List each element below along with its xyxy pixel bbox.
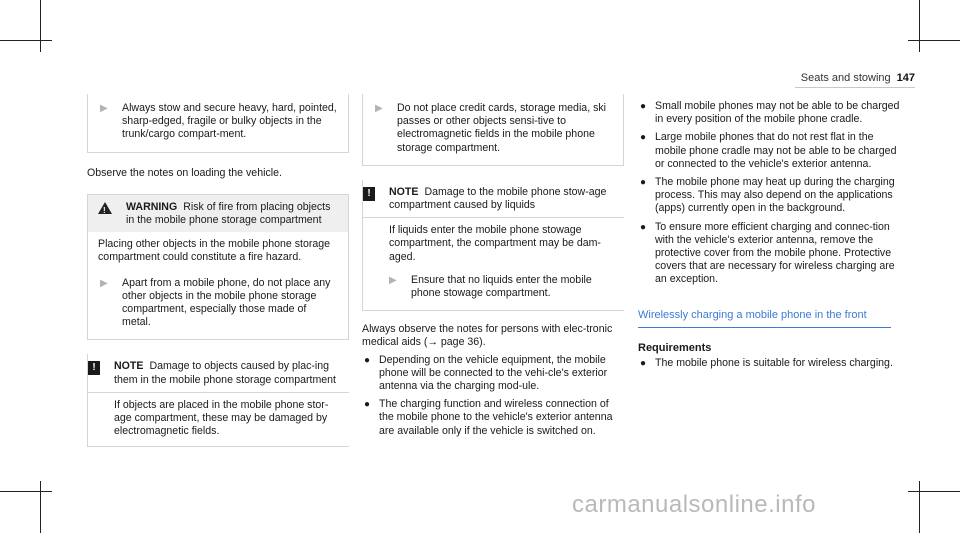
- warning-body: [88, 232, 348, 272]
- list-item: ● To ensure more efficient charging and connec-tion with the vehicle's exterior antenna, remove the protective cover from the mobile phone. Protective covers that are necessary for wireless charging are an exception.: [640, 220, 895, 286]
- bullet-icon: ●: [640, 101, 647, 112]
- bullet-icon: ●: [364, 354, 371, 366]
- requirements-heading: Requirements: [638, 341, 712, 354]
- warning-title: Risk of fire from placing objects in the mobile phone storage compartment: [126, 200, 331, 227]
- note-header: [363, 180, 624, 217]
- note-body: [88, 392, 349, 447]
- page-header: [801, 72, 915, 85]
- list-item: ● Depending on the vehicle equipment, the mobile phone will be connected to the vehi-cle's exterior antenna via the charging mod-ule.: [364, 353, 608, 393]
- crop-mark: [0, 40, 52, 41]
- warning-box: [87, 194, 349, 341]
- arrow-item: [88, 94, 348, 152]
- list-item: ● Large mobile phones that do not rest flat in the mobile phone cradle may not be able to be charged or connected to the vehicle's exterior antenna.: [640, 131, 897, 170]
- arrow-icon: ▶: [375, 103, 383, 114]
- note-title: Damage to the mobile phone stow-age compartment caused by liquids: [389, 185, 607, 212]
- arrow-icon: ▶: [389, 274, 397, 286]
- warning-icon: !: [98, 201, 126, 227]
- column-3: [638, 100, 900, 375]
- bullet-icon: ●: [640, 132, 647, 144]
- bullet-list: [362, 354, 624, 438]
- note-box: [362, 180, 624, 311]
- arrow-item: [363, 94, 623, 165]
- note-body: [363, 217, 624, 272]
- list-item: ● Small mobile phones may not be able to be charged in every position of the mobile phone cradle.: [640, 100, 900, 126]
- observe-text: Always observe the notes for persons with elec-tronic medical aids (→ page 36).: [362, 323, 613, 349]
- bullet-icon: ●: [364, 399, 371, 411]
- bullet-icon: ●: [640, 358, 647, 370]
- bullet-icon: ●: [640, 221, 647, 233]
- header-rule: [795, 87, 915, 88]
- note-header: [88, 354, 349, 391]
- column-1: [87, 94, 349, 447]
- section-title: Seats and stowing: [800, 72, 891, 84]
- crop-mark: [919, 0, 920, 52]
- observe-text: Observe the notes on loading the vehicle.: [87, 166, 282, 179]
- column-2: [362, 94, 624, 443]
- warning-text: Placing other objects in the mobile phone storage compartment could constitute a fire hazard.: [98, 238, 331, 264]
- crop-mark: [40, 481, 41, 533]
- crop-mark: [40, 0, 41, 52]
- requirements-list: [638, 357, 900, 370]
- crop-mark: [919, 481, 920, 533]
- bullet-list: [638, 100, 900, 287]
- arrow-text: Apart from a mobile phone, do not place any other objects in the mobile phone storage compartment, especially those made of metal.: [122, 276, 331, 329]
- note-text: If liquids enter the mobile phone stowage compartment, the compartment may be dam-aged.: [389, 224, 601, 263]
- arrow-text: Do not place credit cards, storage media, ski passes or other objects sensi-tive to electromagnetic fields in the mobile phone storage compartment.: [397, 102, 607, 154]
- warning-label: WARNING: [126, 200, 178, 213]
- crop-mark: [908, 491, 960, 492]
- note-icon: !: [363, 187, 375, 201]
- note-icon: !: [88, 361, 100, 375]
- arrow-instruction-box: [87, 94, 349, 153]
- arrow-text: Always stow and secure heavy, hard, pointed, sharp-edged, fragile or bulky objects in the trunk/cargo compart-ment.: [122, 102, 337, 141]
- arrow-icon: ▶: [100, 277, 108, 289]
- bullet-icon: ●: [640, 177, 647, 189]
- crop-mark: [0, 491, 52, 492]
- list-item: ● The mobile phone may heat up during the charging process. This may also depend on the applications (apps) currently open in the background.: [640, 176, 895, 215]
- list-item: ● The mobile phone is suitable for wireless charging.: [640, 357, 893, 370]
- arrow-text: Ensure that no liquids enter the mobile phone stowage compartment.: [411, 273, 592, 300]
- arrow-item: [363, 272, 624, 310]
- note-box: [87, 354, 349, 447]
- note-text: If objects are placed in the mobile phone stor-age compartment, these may be damaged by electromagnetic fields.: [114, 398, 329, 438]
- list-item: ● The charging function and wireless connection of the mobile phone to the vehicle's exterior antenna are available only if the vehicle is switched on.: [364, 398, 613, 437]
- crop-mark: [908, 40, 960, 41]
- watermark: carmanualsonline.info: [572, 491, 816, 518]
- arrow-instruction-box: [362, 94, 624, 166]
- warning-header: [88, 195, 348, 232]
- section-heading-link[interactable]: Wirelessly charging a mobile phone in the front: [638, 309, 891, 328]
- arrow-icon: ▶: [100, 103, 108, 114]
- note-label: NOTE: [389, 185, 419, 198]
- note-label: NOTE: [114, 360, 144, 373]
- page-number: 147: [896, 72, 915, 84]
- note-title: Damage to objects caused by plac-ing them in the mobile phone storage compartment: [114, 360, 337, 386]
- arrow-item: [88, 273, 348, 340]
